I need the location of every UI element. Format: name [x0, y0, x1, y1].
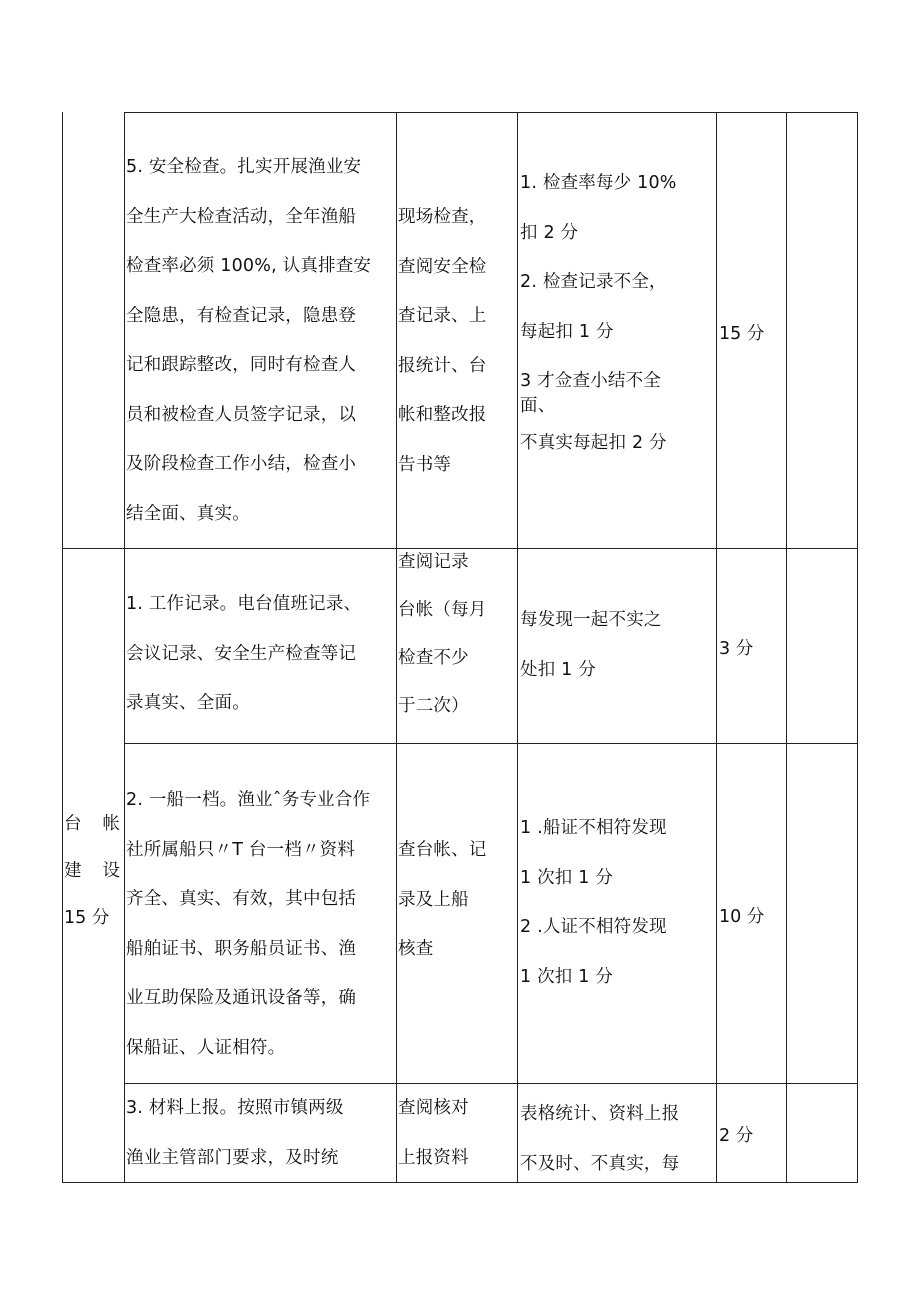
content-line: 3. 材料上报。按照市镇两级 [126, 1098, 344, 1118]
deduction-line: 处扣 1 分 [520, 659, 596, 680]
content-line: 社所属船只〃T 台一档〃资料 [126, 839, 356, 860]
content-line: 会议记录、安全生产检查等记 [126, 643, 357, 664]
method-line: 台帐（每月 [398, 600, 487, 620]
deduction-line: 面、 [520, 396, 556, 416]
deduction-line: 每发现一起不实之 [520, 610, 662, 630]
row-ship-file-method [398, 826, 516, 975]
row-work-records-score: 3 分 [719, 639, 754, 659]
method-line: 检查不少 [398, 648, 469, 668]
content-line: 检查率必须 100%, 认真排查安 [126, 256, 372, 276]
category-char: 台 [64, 814, 82, 834]
deduction-line: 扣 2 分 [520, 222, 579, 243]
method-line: 查台帐、记 [398, 840, 487, 860]
column-divider [517, 112, 518, 1183]
category-char: 建 [64, 861, 82, 881]
content-line: 齐全、真实、有效，其中包括 [126, 889, 357, 909]
deduction-line: 表格统计、资料上报 [520, 1104, 680, 1124]
category-char: 设 [102, 861, 120, 881]
content-line: 业互助保险及通讯设备等，确 [126, 988, 357, 1008]
table-left-border [62, 112, 63, 1183]
category-line [64, 848, 120, 895]
deduction-line: 3 才佥查小结不全 [520, 371, 661, 391]
method-line: 告书等 [398, 454, 452, 475]
row-work-records-method [398, 538, 516, 730]
deduction-line: 不真实每起扣 2 分 [520, 433, 667, 453]
row-safety-inspection-method [398, 193, 516, 490]
deduction-line: 每起扣 1 分 [520, 321, 614, 342]
deduction-line: 1. 检查率每少 10% [520, 173, 677, 193]
row-material-report-score: 2 分 [719, 1126, 754, 1146]
content-line: 5. 安全检查。扎实开展渔业安 [126, 157, 362, 177]
content-line: 结全面、真实。 [126, 503, 250, 524]
method-line: 核查 [398, 939, 434, 959]
deduction-line: 2 .人证不相符发现 [520, 917, 667, 937]
row-material-report-method [398, 1084, 516, 1183]
table-right-border [857, 112, 858, 1183]
row-ship-file-deduction [520, 804, 716, 1002]
method-line: 查阅安全检 [398, 256, 487, 277]
row-safety-inspection-content [126, 143, 396, 539]
row-work-records-content [126, 580, 396, 729]
content-line: 船舶证书、职务船员证书、渔 [126, 938, 357, 959]
content-line: 员和被检查人员签字记录，以 [126, 404, 357, 425]
row-material-report-deduction [520, 1090, 716, 1189]
row-ship-file-score: 10 分 [719, 907, 765, 927]
row-material-report-content [126, 1084, 396, 1183]
content-line: 记和跟踪整改，同时有检查人 [126, 355, 357, 375]
content-line: 1. 工作记录。电台值班记录、 [126, 594, 362, 614]
content-line: 2. 一船一档。渔业ˆ务专业合作 [126, 790, 371, 810]
row-ship-file-content [126, 776, 396, 1073]
deduction-line: 1 .船证不相符发现 [520, 818, 667, 838]
row-divider [124, 743, 858, 744]
deduction-line: 1 次扣 1 分 [520, 867, 614, 888]
method-line: 录及上船 [398, 889, 469, 910]
method-line: 查记录、上 [398, 306, 487, 326]
method-line: 上报资料 [398, 1147, 469, 1168]
method-line: 于二次） [398, 696, 469, 716]
category-line [64, 801, 120, 848]
row-safety-inspection-deduction [520, 159, 716, 469]
row-work-records-deduction [520, 596, 716, 695]
content-line: 全生产大检查活动，全年渔船 [126, 206, 357, 227]
column-divider [716, 112, 717, 1183]
column-divider [124, 112, 125, 1183]
category-char: 帐 [102, 814, 120, 834]
method-line: 查阅核对 [398, 1098, 469, 1118]
table-top-border [124, 112, 858, 113]
category-score: 15 分 [64, 908, 110, 928]
deduction-line: 不及时、不真实，每 [520, 1153, 680, 1174]
category-ledger-construction [64, 801, 120, 942]
method-line: 报统计、台 [398, 355, 487, 376]
method-line: 现场检查， [398, 207, 487, 227]
method-line: 帐和整改报 [398, 405, 487, 425]
content-line: 保船证、人证相符。 [126, 1037, 286, 1058]
column-divider [786, 112, 787, 1183]
content-line: 及阶段检查工作小结，检查小 [126, 454, 357, 474]
content-line: 全隐患，有检查记录，隐患登 [126, 305, 357, 326]
row-safety-inspection-score: 15 分 [719, 324, 765, 344]
content-line: 渔业主管部门要求，及时统 [126, 1147, 339, 1168]
method-line: 查阅记录 [398, 552, 469, 572]
deduction-line: 2. 检查记录不全， [520, 272, 667, 292]
deduction-line: 1 次扣 1 分 [520, 966, 614, 987]
column-divider [396, 112, 397, 1183]
content-line: 录真实、全面。 [126, 693, 250, 713]
